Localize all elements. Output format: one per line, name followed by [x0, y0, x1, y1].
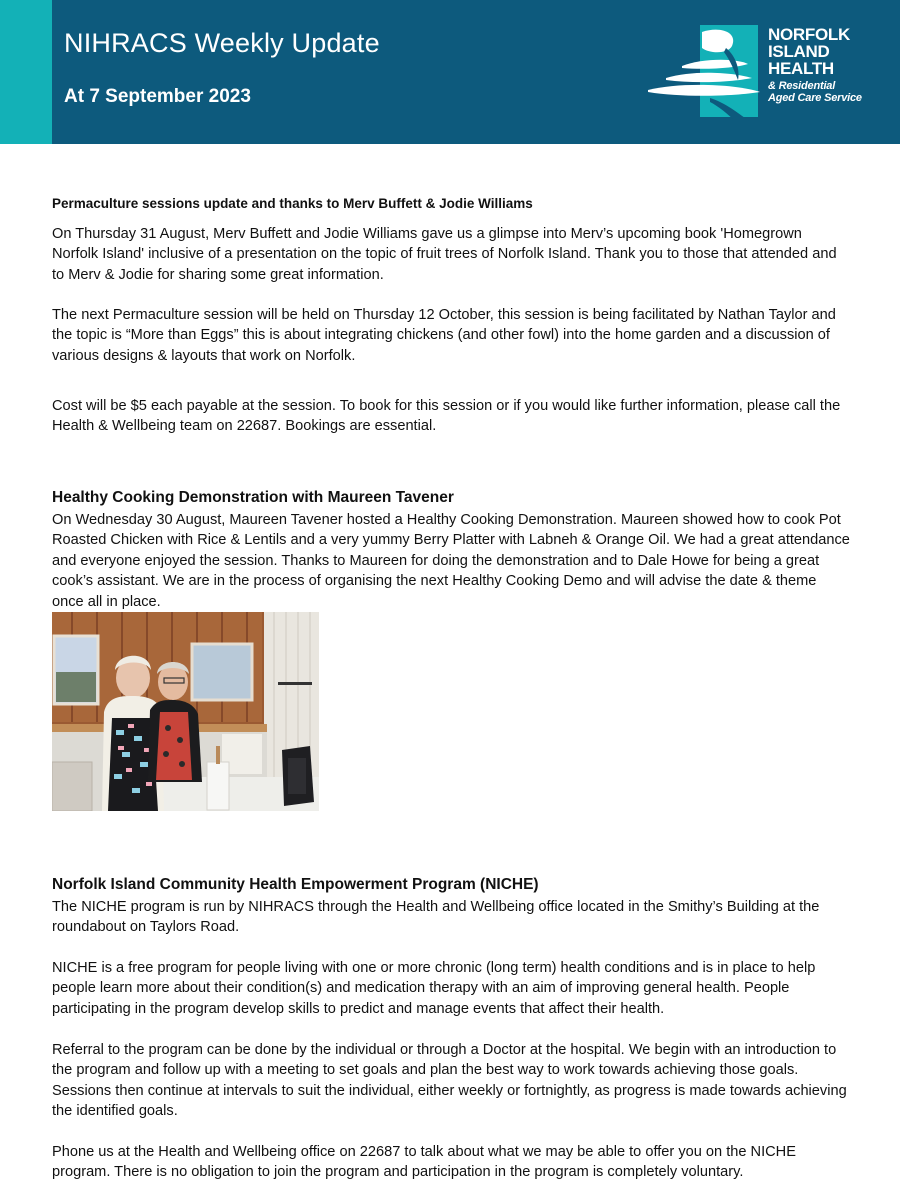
permaculture-paragraph: On Thursday 31 August, Merv Buffett and Jodie Williams gave us a glimpse into Merv’s upcoming book 'Homegrown Norfolk Island' inclusive of a presentation on the topic of fruit trees of Norfolk Island. Thank you to those that attended and to Merv & Jodie for sharing some great information.	[52, 226, 837, 283]
niche-paragraph: Phone us at the Health and Wellbeing office on 22687 to talk about what we may be able to offer you on the NICHE program. There is no obligation to join the program and participation in the program is completely voluntary.	[52, 1144, 796, 1181]
logo-sub-line: Aged Care Service	[768, 92, 862, 104]
logo-name	[768, 26, 850, 77]
norfolk-island-health-logo	[640, 18, 890, 128]
cooking-heading: Healthy Cooking Demonstration with Maureen Tavener	[52, 489, 454, 506]
permaculture-paragraph: Cost will be $5 each payable at the session. To book for this session or if you would like further information, please call the Health & Wellbeing team on 22687. Bookings are essential.	[52, 398, 841, 435]
niche-paragraph: The NICHE program is run by NIHRACS through the Health and Wellbeing office located in the Smithy’s Building at the roundabout on Taylors Road.	[52, 899, 820, 936]
niche-paragraph: Referral to the program can be done by the individual or through a Doctor at the hospital. We begin with an introduction to the program and follow up with a meeting to set goals and plan the best way to work towards achieving those goals. Sessions then continue at intervals to suit the individual, either weekly or fortnightly, as progress is made towards achieving the identified goals.	[52, 1042, 847, 1120]
newsletter-title: NIHRACS Weekly Update	[64, 28, 380, 58]
newsletter-date: At 7 September 2023	[64, 86, 251, 107]
logo-name-line: NORFOLK	[768, 25, 850, 44]
logo-subtitle	[768, 80, 862, 104]
logo-name-line: HEALTH	[768, 59, 834, 78]
header-accent-bar	[0, 0, 52, 144]
header-banner	[0, 0, 900, 144]
logo-name-line: ISLAND	[768, 42, 830, 61]
niche-heading: Norfolk Island Community Health Empowerment Program (NICHE)	[52, 876, 539, 893]
niche-paragraph: NICHE is a free program for people living with one or more chronic (long term) health conditions and is in place to help people learn more about their condition(s) and medication therapy with an aim of improving general health. People participating in the program develop skills to predict and manage events that affect their health.	[52, 960, 816, 1017]
cooking-paragraph: On Wednesday 30 August, Maureen Tavener hosted a Healthy Cooking Demonstration. Maureen showed how to cook Pot Roasted Chicken with Rice & Lentils and a very yummy Berry Platter with Labneh & Orange Oil. We had a great attendance and everyone enjoyed the session. Thanks to Maureen for doing the demonstration and to Dale Howe for being a great cook’s assistant. We are in the process of organising the next Healthy Cooking Demo and will advise the date & theme once all in place.	[52, 512, 850, 610]
logo-mark-icon	[640, 18, 890, 128]
permaculture-heading: Permaculture sessions update and thanks to Merv Buffett & Jodie Williams	[52, 196, 533, 211]
logo-sub-line: & Residential	[768, 80, 836, 92]
permaculture-paragraph: The next Permaculture session will be held on Thursday 12 October, this session is being facilitated by Nathan Taylor and the topic is “More than Eggs” this is about integrating chickens (and other fowl) into the home garden and a discussion of various designs & layouts that work on Norfolk.	[52, 307, 836, 364]
cooking-demo-photo	[52, 612, 319, 811]
